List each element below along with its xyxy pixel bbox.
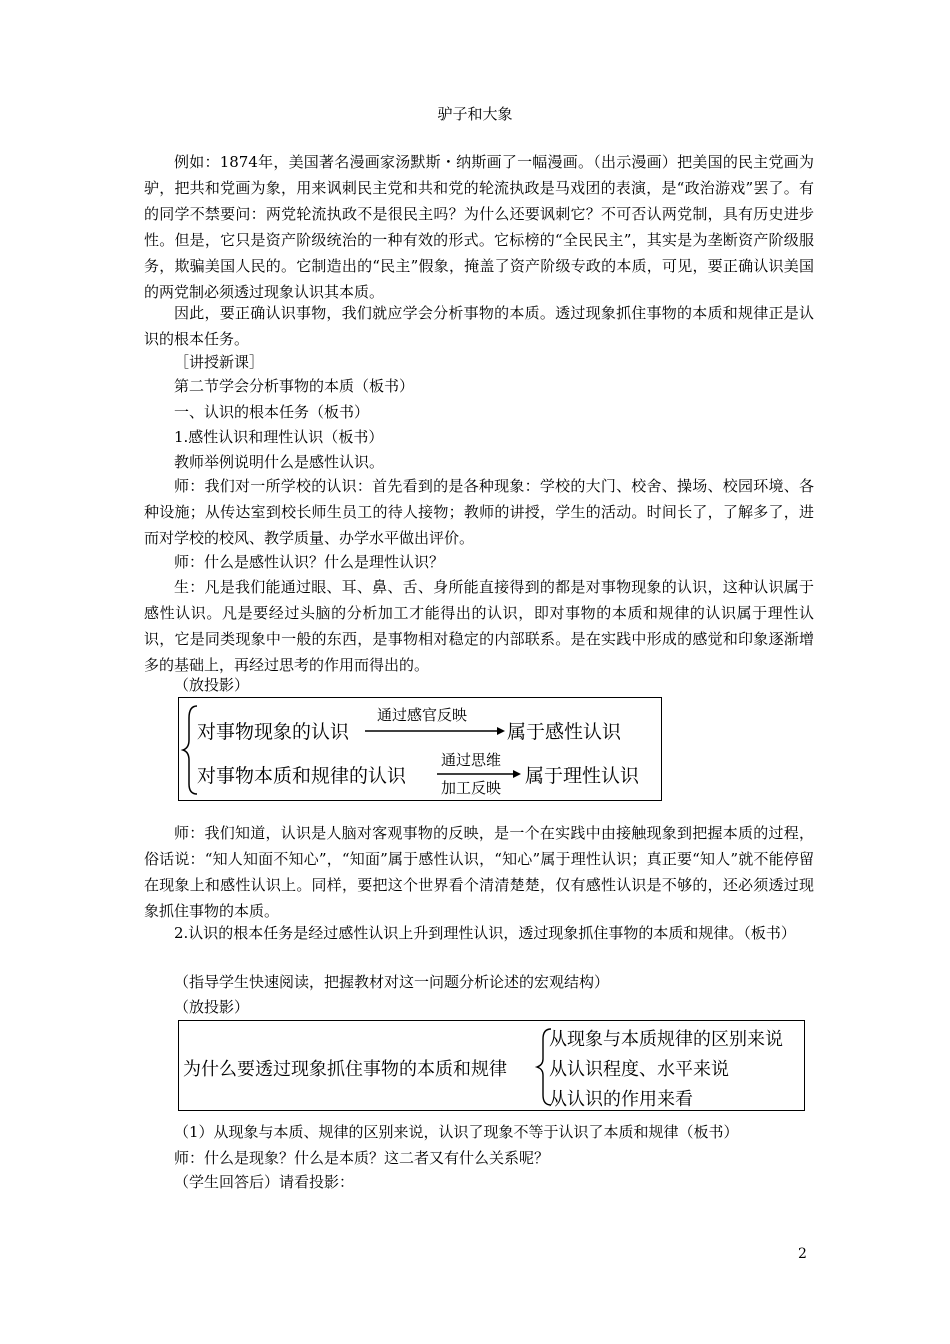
perceptual-object-label: 对事物现象的认识 <box>197 721 350 743</box>
paragraph-task-2: 2.认识的根本任务是经过感性认识上升到理性认识，透过现象抓住事物的本质和规律。（板书） <box>174 924 796 942</box>
why-diagram <box>178 1020 805 1111</box>
reason-item-1: 从现象与本质规律的区别来说 <box>549 1029 783 1050</box>
cognition-diagram <box>178 697 662 801</box>
thinking-label: 通过思维 <box>441 751 502 769</box>
rational-result-label: 属于理性认识 <box>525 765 640 787</box>
paragraph-student-answer: 生：凡是我们能通过眼、耳、鼻、舌、身所能直接得到的都是对事物现象的认识，这种认识属于感性认识。凡是要经过头脑的分析加工才能得出的认识，即对事物的本质和规律的认识属于理性认识，它是同类现象中一般的东西，是事物相对稳定的内部联系。是在实践中形成的感觉和印象逐渐增多的基础上，再经过思考的作用而得出的。 <box>144 578 814 674</box>
subheading-task: 一、认识的根本任务（板书） <box>174 403 370 421</box>
sense-organ-label: 通过感官反映 <box>377 706 468 724</box>
guide-reading-line: （指导学生快速阅读，把握教材对这一问题分析论述的宏观结构） <box>174 973 610 991</box>
paragraph-therefore: 因此，要正确认识事物，我们就应学会分析事物的本质。透过现象抓住事物的本质和规律正是认识的根本任务。 <box>144 304 814 348</box>
point-1-line: （1）从现象与本质、规律的区别来说，认识了现象不等于认识了本质和规律（板书） <box>174 1123 739 1141</box>
perceptual-result-label: 属于感性认识 <box>507 721 622 743</box>
section-heading: 第二节学会分析事物的本质（板书） <box>174 377 415 395</box>
subheading-1: 1.感性认识和理性认识（板书） <box>174 428 384 446</box>
paragraph-donkey-elephant: 例如：1874年，美国著名漫画家汤默斯・纳斯画了一幅漫画。（出示漫画）把美国的民主党画为驴，把共和党画为象，用来讽刺民主党和共和党的轮流执政是马戏团的表演，是“政治游戏”罢了。有的同学不禁要问：两党轮流执政不是很民主吗？为什么还要讽刺它？不可否认两党制，具有历史进步性。但是，它只是资产阶级统治的一种有效的形式。它标榜的“全民民主”，其实是为垄断资产阶级服务，欺骗美国人民的。它制造出的“民主”假象，掩盖了资产阶级专政的本质，可见，要正确认识美国的两党制必须透过现象认识其本质。 <box>144 153 814 301</box>
teacher-example-line: 教师举例说明什么是感性认识。 <box>174 453 385 471</box>
processing-label: 加工反映 <box>441 779 502 797</box>
projection-label-2: （放投影） <box>174 998 250 1016</box>
page-number: 2 <box>798 1246 807 1262</box>
paragraph-school: 师：我们对一所学校的认识：首先看到的是各种现象：学校的大门、校舍、操场、校园环境、各种设施；从传达室到校长师生员工的待人接物；教师的讲授，学生的活动。时间长了，了解多了，进而对学校的校风、教学质量、办学水平做出评价。 <box>144 477 814 547</box>
teacher-phenomenon-question: 师：什么是现象？什么是本质？这二者又有什么关系呢？ <box>174 1149 550 1167</box>
why-question: 为什么要透过现象抓住事物的本质和规律 <box>183 1059 507 1080</box>
new-lesson-label: ［讲授新课］ <box>174 353 265 371</box>
paragraph-know-people: 师：我们知道，认识是人脑对客观事物的反映，是一个在实践中由接触现象到把握本质的过程，俗话说：“知人知面不知心”，“知面”属于感性认识，“知心”属于理性认识；真正要“知人”就不能停留在现象上和感性认识上。同样，要把这个世界看个清清楚楚，仅有感性认识是不够的，还必须透过现象抓住事物的本质。 <box>144 824 814 920</box>
teacher-question: 师：什么是感性认识？什么是理性认识？ <box>174 553 445 571</box>
projection-label-3: （学生回答后）请看投影： <box>174 1173 355 1191</box>
projection-label-1: （放投影） <box>174 676 250 694</box>
section-title: 驴子和大象 <box>437 105 513 123</box>
rational-object-label: 对事物本质和规律的认识 <box>197 765 407 787</box>
reason-item-3: 从认识的作用来看 <box>549 1089 693 1110</box>
reason-item-2: 从认识程度、水平来说 <box>549 1059 729 1080</box>
